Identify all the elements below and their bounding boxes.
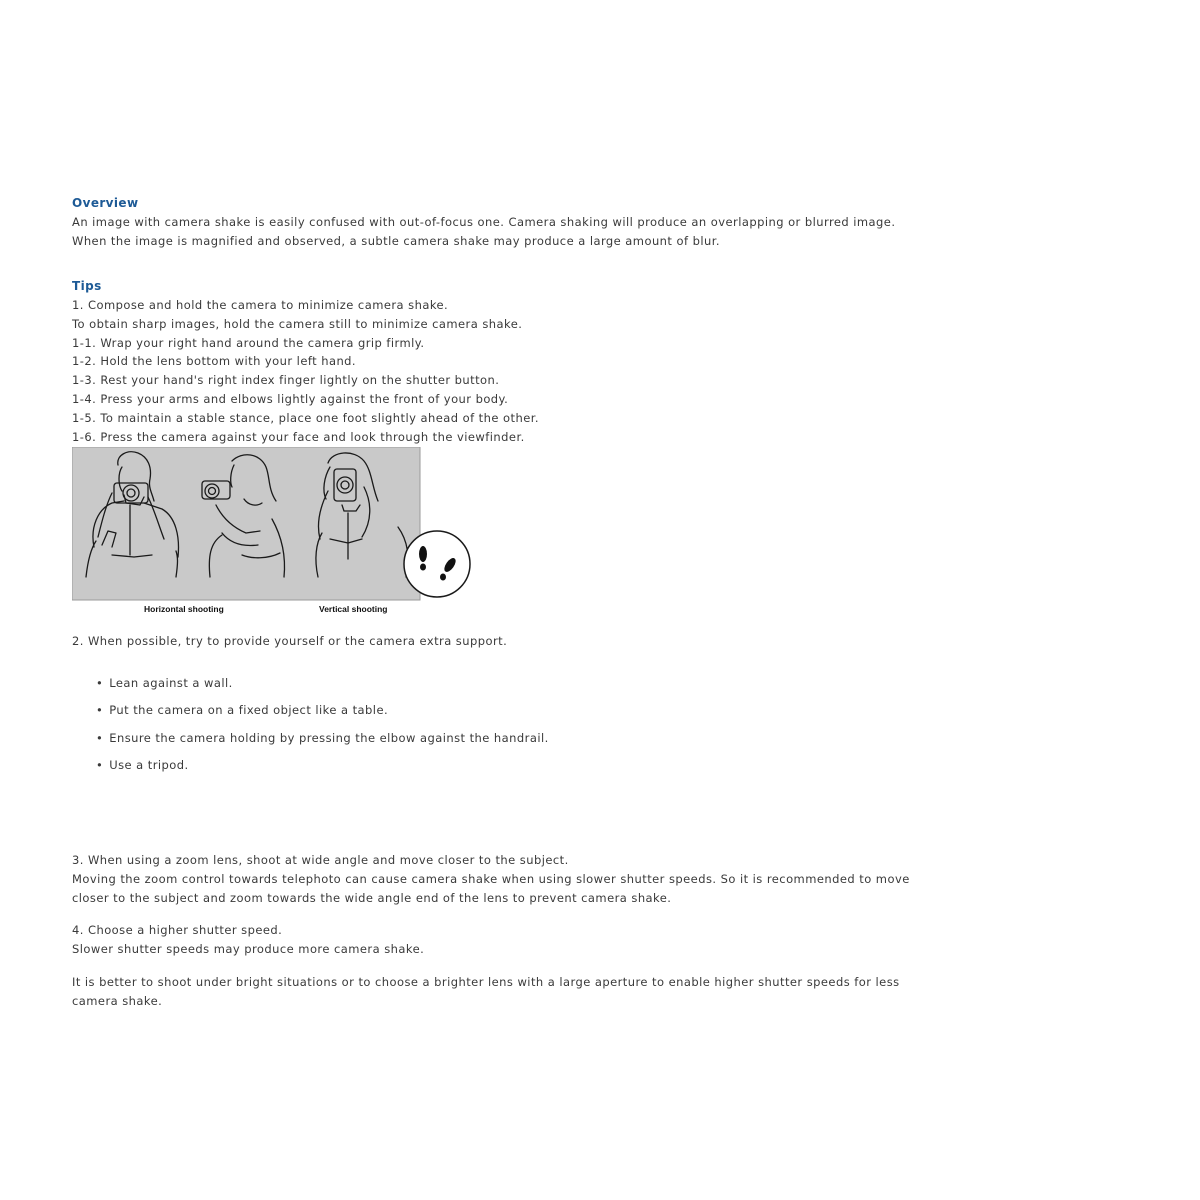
tip4-title: 4. Choose a higher shutter speed. xyxy=(72,923,283,937)
tip3-line-1: Moving the zoom control towards telephoto can cause camera shake when using slower shutter speeds. So it is recommended to move xyxy=(72,872,910,886)
tip1-step-4: 1-4. Press your arms and elbows lightly against the front of your body. xyxy=(72,392,509,406)
camera-holding-illustration xyxy=(72,447,474,627)
closing-line-1: It is better to shoot under bright situations or to choose a brighter lens with a large aperture to enable higher shutter speeds for less xyxy=(72,975,900,989)
tip2-title: 2. When possible, try to provide yourself or the camera extra support. xyxy=(72,634,508,648)
tips-heading: Tips xyxy=(72,279,102,293)
overview-line-1: An image with camera shake is easily confused with out-of-focus one. Camera shaking will produce an overlapping or blurred image. xyxy=(72,215,896,229)
tip1-intro: To obtain sharp images, hold the camera still to minimize camera shake. xyxy=(72,317,523,331)
tip3-line-2: closer to the subject and zoom towards the wide angle end of the lens to prevent camera shake. xyxy=(72,891,672,905)
overview-heading: Overview xyxy=(72,196,139,210)
tip1-step-2: 1-2. Hold the lens bottom with your left hand. xyxy=(72,354,357,368)
tip1-step-5: 1-5. To maintain a stable stance, place one foot slightly ahead of the other. xyxy=(72,411,539,425)
tip2-bullet-3: • Ensure the camera holding by pressing the elbow against the handrail. xyxy=(96,731,549,745)
tip1-step-3: 1-3. Rest your hand's right index finger lightly on the shutter button. xyxy=(72,373,500,387)
caption-horizontal: Horizontal shooting xyxy=(144,604,224,614)
caption-vertical: Vertical shooting xyxy=(319,604,388,614)
tip1-step-6: 1-6. Press the camera against your face and look through the viewfinder. xyxy=(72,430,525,444)
tip2-bullet-1: • Lean against a wall. xyxy=(96,676,233,690)
overview-line-2: When the image is magnified and observed, a subtle camera shake may produce a large amount of blur. xyxy=(72,234,720,248)
closing-line-2: camera shake. xyxy=(72,994,163,1008)
footprints-icon xyxy=(404,531,470,597)
tip3-title: 3. When using a zoom lens, shoot at wide angle and move closer to the subject. xyxy=(72,853,569,867)
tip1-step-1: 1-1. Wrap your right hand around the camera grip firmly. xyxy=(72,336,425,350)
tip2-bullet-4: • Use a tripod. xyxy=(96,758,189,772)
tip2-bullet-2: • Put the camera on a fixed object like a table. xyxy=(96,703,388,717)
tip4-line: Slower shutter speeds may produce more camera shake. xyxy=(72,942,425,956)
tip1-title: 1. Compose and hold the camera to minimize camera shake. xyxy=(72,298,449,312)
